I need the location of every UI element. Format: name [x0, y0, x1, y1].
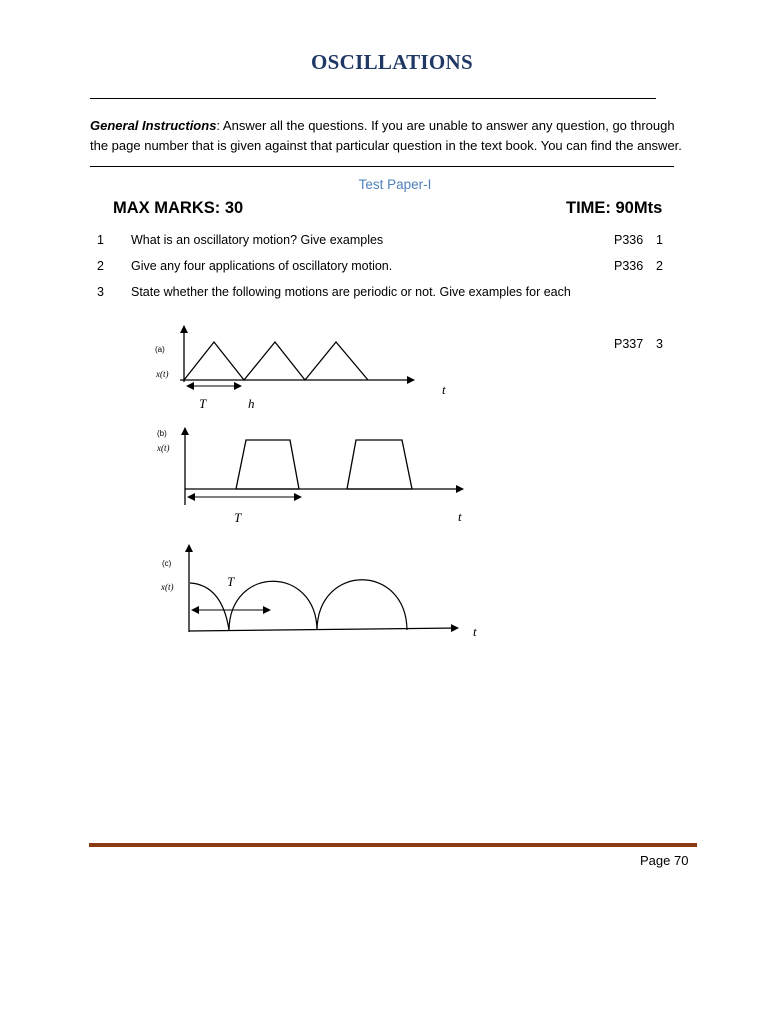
- figure-b: [156, 428, 463, 525]
- question-2-number: 2: [97, 259, 104, 273]
- figure-b-ylabel: x(t): [157, 443, 170, 453]
- question-3-marks: 3: [656, 337, 663, 351]
- footer-divider: [89, 843, 697, 847]
- page-title: OSCILLATIONS: [311, 50, 473, 74]
- question-2-marks: 2: [656, 259, 663, 273]
- page-number: Page 70: [640, 853, 689, 868]
- question-1-text: What is an oscillatory motion? Give examples: [131, 233, 384, 247]
- figure-c-ylabel: x(t): [161, 582, 174, 592]
- figure-b-pulse-1: [236, 440, 299, 489]
- max-marks: MAX MARKS: 30: [113, 199, 244, 217]
- time-allowed: TIME: 90Mts: [566, 199, 663, 217]
- figure-b-label: (b): [157, 429, 167, 438]
- figure-a-ylabel: x(t): [156, 369, 169, 379]
- figure-b-pulse-2: [347, 440, 412, 489]
- figure-c-arch-2: [229, 581, 317, 630]
- figure-a-label: (a): [155, 345, 165, 354]
- figure-c-arch-3: [317, 580, 407, 630]
- question-1-page: P336: [614, 233, 644, 247]
- figure-c-xlabel: t: [473, 624, 477, 639]
- figure-a: [155, 326, 446, 411]
- figure-a-xlabel: t: [442, 382, 446, 397]
- question-1-marks: 1: [656, 233, 663, 247]
- question-2-text: Give any four applications of oscillatory motion.: [131, 259, 393, 273]
- instructions-lead: General Instructions: [90, 118, 217, 133]
- figure-b-period-label: T: [234, 510, 242, 525]
- figure-b-xlabel: t: [458, 509, 462, 524]
- test-paper-heading: Test Paper-I: [358, 177, 432, 192]
- figure-c-period-label: T: [227, 574, 235, 589]
- figure-a-triangle-wave: [184, 342, 368, 380]
- figure-a-period-label: T: [199, 396, 207, 411]
- figure-a-h-label: h: [248, 396, 255, 411]
- question-3-page: P337: [614, 337, 644, 351]
- instructions-text: : Answer all the questions. If you are unable to answer any question, go through the page number that is given against that particular question in the text book. You can find the answer.: [90, 118, 682, 153]
- figure-c-label: (c): [162, 559, 172, 568]
- figure-c-arch-1: [190, 583, 229, 630]
- question-3-number: 3: [97, 285, 104, 299]
- question-2-page: P336: [614, 259, 644, 273]
- question-1-number: 1: [97, 233, 104, 247]
- figure-c: [160, 545, 477, 639]
- question-3-text: State whether the following motions are periodic or not. Give examples for each: [131, 285, 571, 299]
